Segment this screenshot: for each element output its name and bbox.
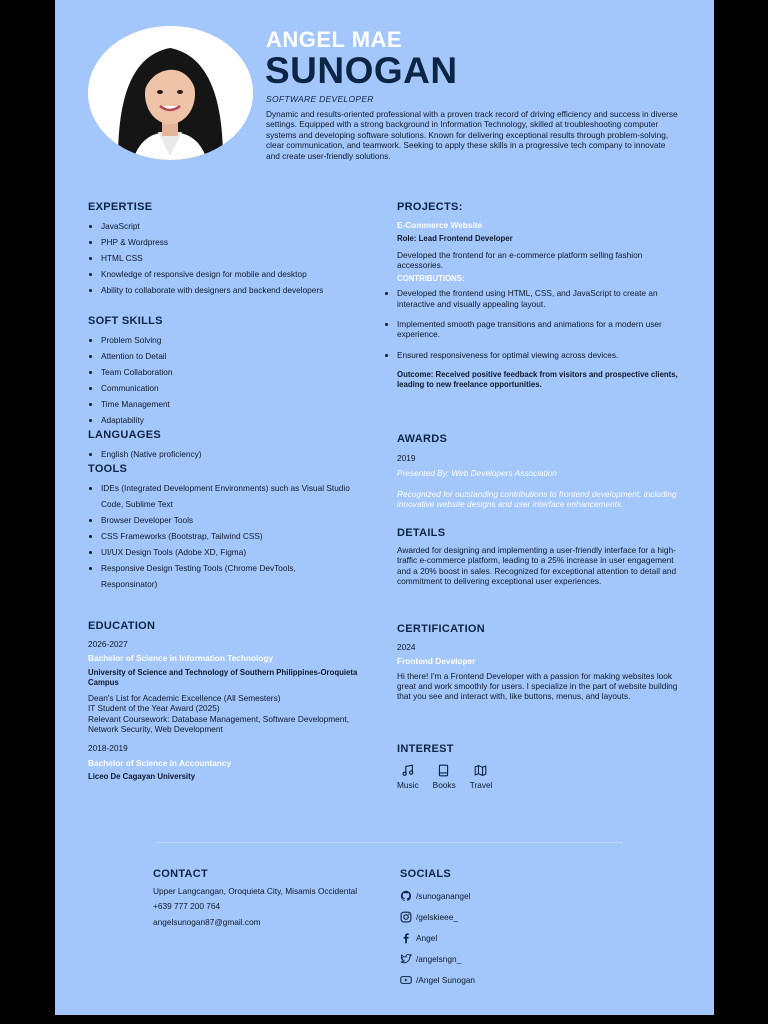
resume-page (55, 0, 714, 1015)
soft-skills-list (88, 332, 378, 428)
award-presenter: Presented By: Web Developers Association (397, 468, 558, 479)
education-years: 2026-2027 (88, 639, 128, 649)
education-years: 2018-2019 (88, 743, 128, 754)
list-item: • CSS Frameworks (Bootstrap, Tailwind CSS) (101, 528, 353, 544)
job-title: SOFTWARE DEVELOPER (266, 94, 374, 104)
footer-divider (155, 842, 623, 843)
tools-heading: TOOLS (88, 463, 128, 475)
interest-label: Travel (469, 780, 493, 790)
list-item: • HTML CSS (101, 250, 378, 266)
list-item: • Knowledge of responsive design for mobile and desktop (101, 266, 378, 282)
award-year: 2019 (397, 453, 416, 463)
social-link-github[interactable] (400, 890, 600, 902)
project-description: Developed the frontend for an e-commerce platform selling fashion accessories. (397, 249, 643, 270)
social-label: /Angel Sunogan (416, 974, 476, 985)
social-label: /sunoganangel (416, 890, 471, 901)
expertise-list (88, 218, 378, 298)
awards-section (397, 433, 682, 509)
education-detail: IT Student of the Year Award (2025) (88, 703, 220, 714)
last-name: SUNOGAN (265, 50, 458, 91)
social-label: /angelsngn_ (416, 953, 462, 964)
list-item: • JavaScript (101, 218, 378, 234)
certification-heading: CERTIFICATION (397, 623, 486, 635)
interest-label: Books (432, 780, 456, 790)
twitter-icon (400, 953, 412, 965)
first-name: ANGEL MAE (266, 27, 403, 52)
projects-heading: PROJECTS: (397, 201, 463, 213)
certification-name: Frontend Developer (397, 656, 476, 667)
map-icon (474, 764, 487, 777)
soft-skills-heading: SOFT SKILLS (88, 315, 163, 327)
award-recognition: Recognized for outstanding contributions to frontend development, including innovative website designs and user interface enhancements. (397, 488, 677, 509)
list-item: • UI/UX Design Tools (Adobe XD, Figma) (101, 544, 353, 560)
social-label: /gelskieee_ (416, 911, 458, 922)
contact-phone: +639 777 200 764 (153, 901, 221, 912)
list-item: • English (Native proficiency) (101, 446, 378, 462)
book-icon (437, 764, 450, 777)
details-section (397, 527, 682, 586)
languages-section (88, 429, 378, 462)
interest-section (397, 743, 682, 790)
instagram-icon (400, 911, 412, 923)
interest-item-travel (470, 764, 493, 790)
socials-list (400, 890, 600, 986)
education-school: University of Science and Technology of Southern Philippines-Oroquieta Campus (88, 667, 358, 687)
languages-list (88, 446, 378, 462)
expertise-section (88, 201, 378, 298)
languages-heading: LANGUAGES (88, 429, 161, 441)
interest-label: Music (397, 780, 419, 790)
profile-photo (88, 26, 253, 160)
social-link-instagram[interactable] (400, 911, 600, 923)
list-item: • PHP & Wordpress (101, 234, 378, 250)
details-heading: DETAILS (397, 527, 446, 539)
education-degree: Bachelor of Science in Accountancy (88, 757, 232, 768)
interest-item-music (397, 764, 419, 790)
soft-skills-section (88, 315, 378, 428)
project-role: Role: Lead Frontend Developer (397, 234, 513, 244)
social-link-facebook[interactable] (400, 932, 600, 944)
details-text: Awarded for designing and implementing a user-friendly interface for a high-traffic e-commerce platform, leading to a 25% increase in user engagement and a 20% boost in sales. Recognized for exceptional attention to detail and commitment to delivering exceptional user experiences. (397, 545, 677, 586)
contact-email: angelsunogan87@gmail.com (153, 916, 261, 927)
contributions-list (387, 288, 682, 359)
list-item: • Problem Solving (101, 332, 378, 348)
social-link-youtube[interactable] (400, 974, 600, 986)
github-icon (400, 890, 412, 902)
certification-text: Hi there! I'm a Frontend Developer with a passion for making websites look great and work smoothly for users. I specialize in the part of website building that you see and interact with, like buttons, menus, and layouts. (397, 670, 678, 702)
project-outcome: Outcome: Received positive feedback from visitors and prospective clients, leading to new freelance opportunities. (397, 369, 678, 390)
list-item: • Team Collaboration (101, 364, 378, 380)
profile-photo-illustration (88, 26, 253, 160)
education-degree: Bachelor of Science in Information Technology (88, 653, 274, 664)
music-icon (401, 764, 414, 777)
certification-year: 2024 (397, 642, 416, 652)
list-item: • Developed the frontend using HTML, CSS, and JavaScript to create an interactive and visually appealing layout. (397, 288, 682, 309)
contact-address: Upper Langcangan, Oroquieta City, Misamis Occidental (153, 886, 358, 896)
certification-section (397, 623, 682, 701)
project-name: E-Commerce Website (397, 220, 483, 230)
contact-section (153, 868, 383, 927)
expertise-heading: EXPERTISE (88, 201, 153, 213)
profile-summary: Dynamic and results-oriented professional with a proven track record of driving efficiency and success in diverse settings. Equipped with a strong background in Information Technology, skilled at troubleshooting computer systems and developing software solutions. Known for delivering exceptional results through problem-solving, clear communication, and teamwork. Seeking to apply these skills in a progressive tech company to innovate and create user-friendly solutions. (266, 109, 678, 161)
tools-list (88, 480, 353, 592)
interest-list (397, 764, 682, 790)
interest-heading: INTEREST (397, 743, 454, 755)
list-item: • Communication (101, 380, 378, 396)
contributions-heading: CONTRIBUTIONS: (397, 274, 465, 284)
list-item: • Browser Developer Tools (101, 512, 353, 528)
list-item: • Attention to Detail (101, 348, 378, 364)
education-heading: EDUCATION (88, 620, 156, 632)
list-item: • Implemented smooth page transitions and animations for a modern user experience. (397, 319, 682, 340)
facebook-icon (400, 932, 412, 944)
education-detail: Dean's List for Academic Excellence (All Semesters) (88, 693, 281, 704)
youtube-icon (400, 974, 412, 986)
social-label: Angel (416, 932, 438, 943)
list-item: • Ensured responsiveness for optimal viewing across devices. (397, 350, 682, 360)
contact-heading: CONTACT (153, 868, 209, 880)
list-item: • Adaptability (101, 412, 378, 428)
list-item: • Ability to collaborate with designers and backend developers (101, 282, 378, 298)
list-item: • Responsive Design Testing Tools (Chrome DevTools, Responsinator) (101, 560, 353, 592)
social-link-twitter[interactable] (400, 953, 600, 965)
socials-heading: SOCIALS (400, 868, 451, 880)
projects-section (397, 201, 682, 391)
socials-section (400, 868, 600, 995)
interest-item-books (433, 764, 456, 790)
list-item: • Time Management (101, 396, 378, 412)
education-section (88, 620, 378, 782)
education-school: Liceo De Cagayan University (88, 771, 196, 781)
education-detail: Relevant Coursework: Database Management, Software Development, Network Security, Web Development (88, 713, 350, 735)
awards-heading: AWARDS (397, 433, 448, 445)
list-item: • IDEs (Integrated Development Environments) such as Visual Studio Code, Sublime Text (101, 480, 353, 512)
tools-section (88, 463, 353, 592)
